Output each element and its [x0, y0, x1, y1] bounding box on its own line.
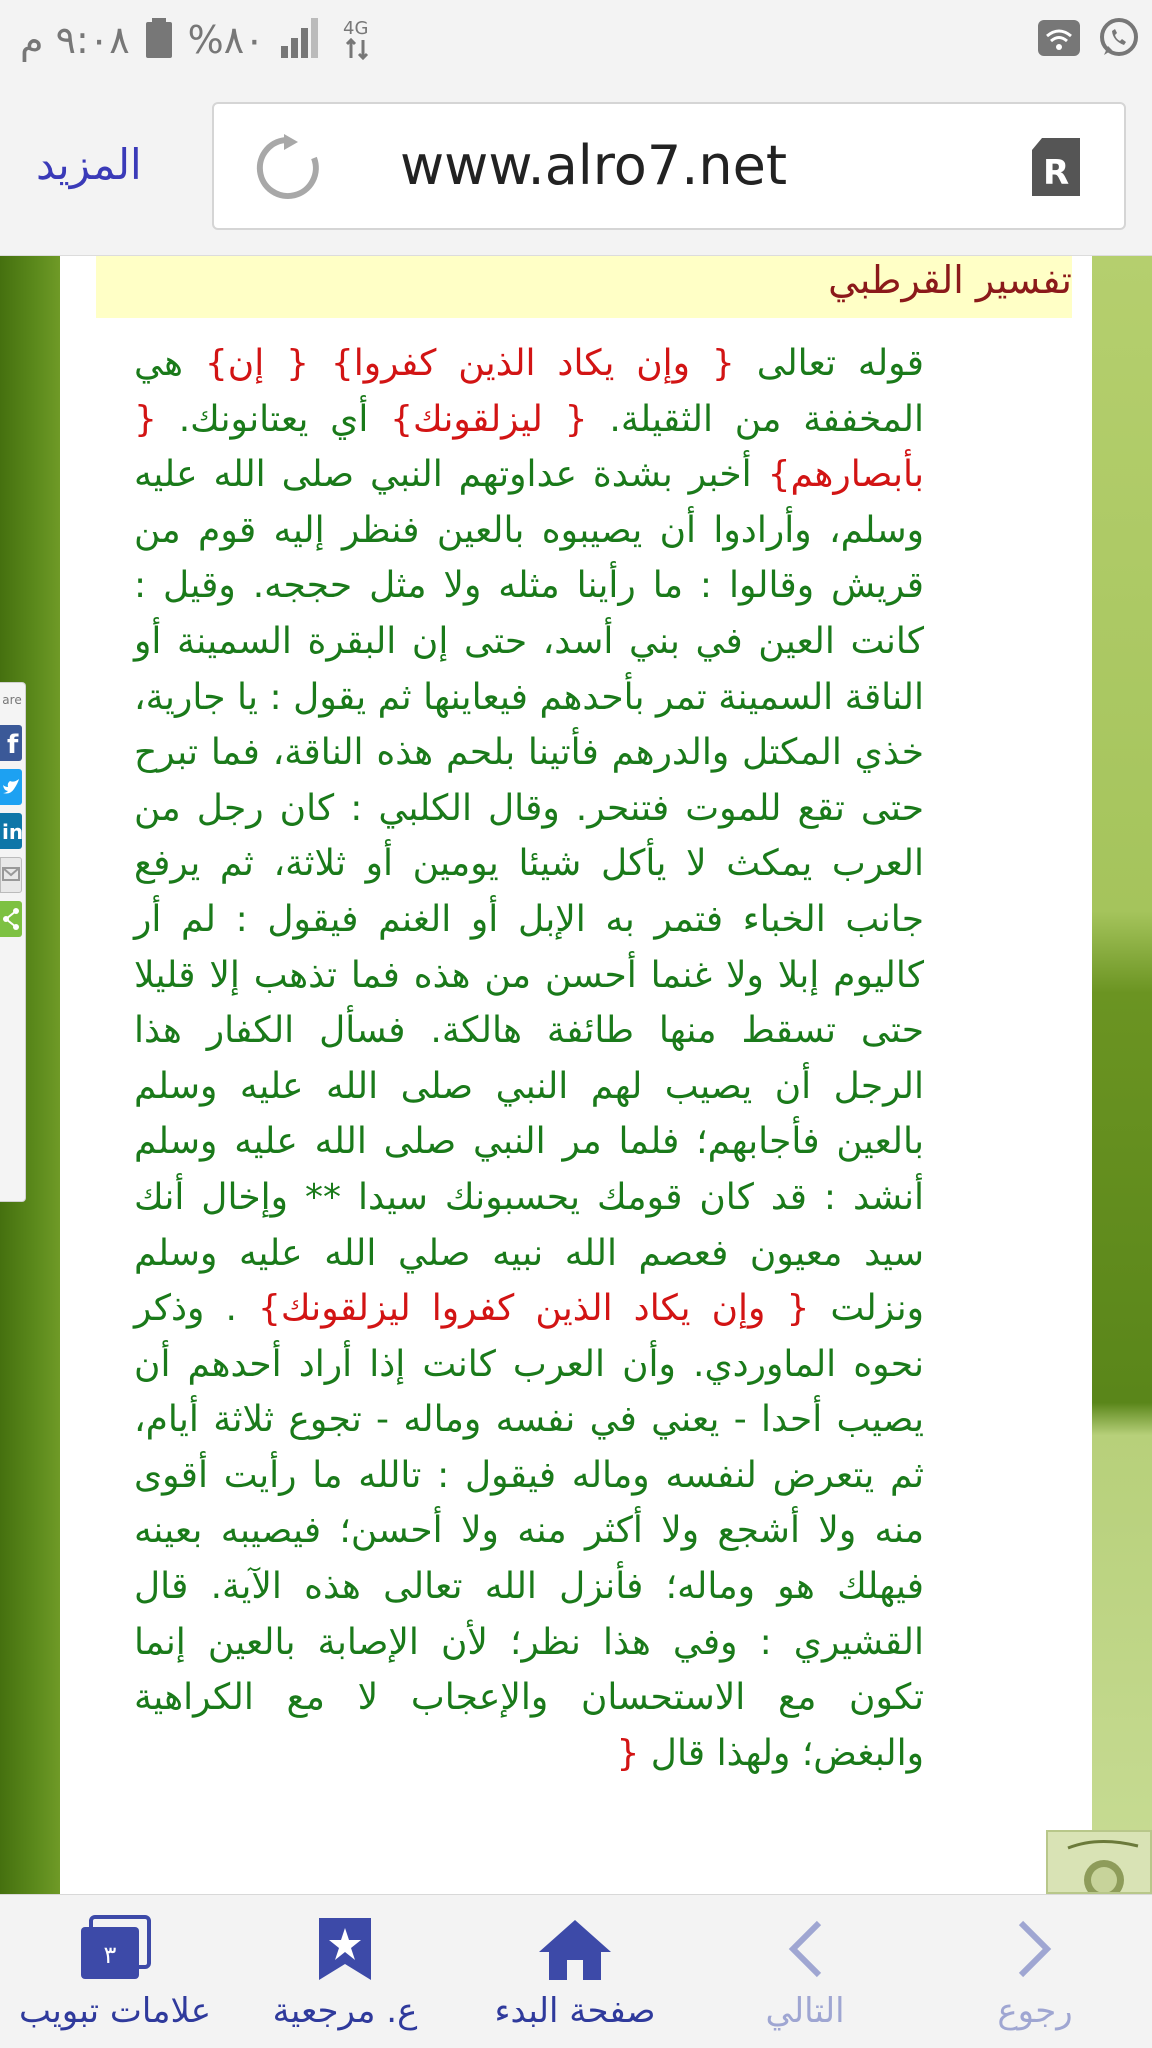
quran-verse: { ليزلقونك}	[390, 398, 588, 440]
bookmarks-label: ع. مرجعية	[272, 1991, 418, 2031]
back-button[interactable]	[920, 1895, 1150, 2048]
reload-icon[interactable]	[254, 134, 322, 206]
status-right-group	[1038, 14, 1140, 66]
status-time: ٩:٠٨ م	[20, 18, 130, 62]
text-segment: هي المخففة من الثقيلة.	[134, 343, 924, 440]
forward-button[interactable]	[690, 1895, 920, 2048]
tafsir-text	[134, 336, 924, 1781]
svg-text:R: R	[1043, 153, 1070, 193]
svg-text:f: f	[7, 730, 19, 760]
reader-mode-icon[interactable]	[1028, 136, 1084, 202]
wifi-icon	[1038, 18, 1080, 62]
linkedin-icon[interactable]	[0, 813, 22, 849]
bookmarks-button[interactable]	[230, 1895, 460, 2048]
signal-icon	[281, 18, 325, 62]
status-left-group	[20, 12, 375, 68]
home-label: صفحة البدء	[494, 1991, 656, 2031]
svg-text:in: in	[2, 820, 22, 844]
svg-text:4G: 4G	[342, 18, 368, 39]
more-button[interactable]: المزيد	[36, 140, 142, 189]
web-page	[0, 256, 1152, 1894]
title-banner	[96, 256, 1072, 318]
network-4g-icon	[341, 16, 375, 64]
home-icon	[460, 1909, 690, 1989]
text-segment: أخبر بشدة عداوتهم النبي صلى الله عليه وسلم، وأرادوا أن يصيبوه بالعين فنظر إليه قوم من قريش وقالوا : ما رأينا مثله ولا مثل حججه. وقيل : كانت العين في بني أسد، حتى إن البقرة السمينة أو الناقة السمينة تمر بأحدهم فيعاينها ثم يقول : يا جارية، خذي المكتل والدرهم فأتينا بلحم هذه الناقة، فما تبرح حتى تقع للموت فتنحر. وقال الكلبي : كان رجل من العرب يمكث لا يأكل شيئا يومين أو ثلاثة، ثم يرفع جانب الخباء فتمر به الإبل أو الغنم فيقول : لم أر كاليوم إبلا ولا غنما أحسن من هذه فما تذهب إلا قليلا حتى تسقط منها طائفة هالكة. فسأل الكفار هذا الرجل أن يصيب لهم النبي صلى الله عليه وسلم بالعين فأجابهم؛ فلما مر النبي صلى الله عليه وسلم أنشد : قد كان قومك يحسبونك سيدا ** وإخال أنك سيد معيون فعصم الله نبيه صلي الله عليه وسلم ونزلت	[134, 454, 924, 1330]
book-title: تفسير القرطبي	[828, 258, 1072, 302]
bottom-toolbar	[0, 1894, 1152, 2048]
chevron-right-icon	[920, 1909, 1150, 1989]
chevron-left-icon	[690, 1909, 920, 1989]
svg-text:٣: ٣	[103, 1941, 117, 1969]
text-segment: أي يعتانونك.	[156, 398, 391, 440]
share-icon[interactable]	[0, 901, 22, 937]
battery-percent: %٨٠	[187, 18, 265, 62]
share-label: are	[2, 693, 22, 707]
url-text[interactable]: www.alro7.net	[400, 134, 787, 197]
tabs-label: علامات تبويب	[18, 1991, 212, 2031]
text-segment: قوله تعالى	[734, 343, 924, 384]
floating-logo-thumbnail[interactable]	[1046, 1830, 1152, 1894]
whatsapp-icon	[1098, 17, 1140, 63]
twitter-icon[interactable]	[0, 769, 22, 805]
address-bar[interactable]	[212, 102, 1126, 230]
battery-icon	[146, 18, 172, 62]
email-icon[interactable]	[0, 857, 22, 893]
text-segment: . وذكر نحوه الماوردي. وأن العرب كانت إذا أراد أحدهم أن يصيب أحدا - يعني في نفسه وماله - تجوع ثلاثة أيام، ثم يتعرض لنفسه وماله فيقول : تالله ما رأيت أقوى منه ولا أشجع ولا أكثر منه ولا أحسن؛ فيصيبه بعينه فيهلك هو وماله؛ فأنزل الله تعالى هذه الآية. قال القشيري : وفي هذا نظر؛ لأن الإصابة بالعين إنما تكون مع الاستحسان والإعجاب لا مع الكراهية والبغض؛ ولهذا قال	[134, 1288, 924, 1774]
share-widget	[0, 682, 26, 1202]
tabs-icon	[0, 1909, 230, 1989]
back-label: رجوع	[997, 1991, 1073, 2031]
forward-label: التالي	[765, 1991, 845, 2031]
background-right-border	[1092, 256, 1152, 1894]
browser-toolbar	[0, 80, 1152, 256]
status-bar	[0, 0, 1152, 80]
quran-verse: { بأبصارهم}	[134, 398, 924, 496]
facebook-icon[interactable]	[0, 725, 22, 761]
tabs-button[interactable]	[0, 1895, 230, 2048]
quran-verse: { وإن يكاد الذين كفروا ليزلقونك}	[257, 1288, 810, 1330]
quran-verse: { وإن يكاد الذين كفروا} { إن}	[204, 343, 735, 384]
home-button[interactable]	[460, 1895, 690, 2048]
bookmark-icon	[230, 1909, 460, 1989]
quran-verse: {	[616, 1732, 640, 1774]
